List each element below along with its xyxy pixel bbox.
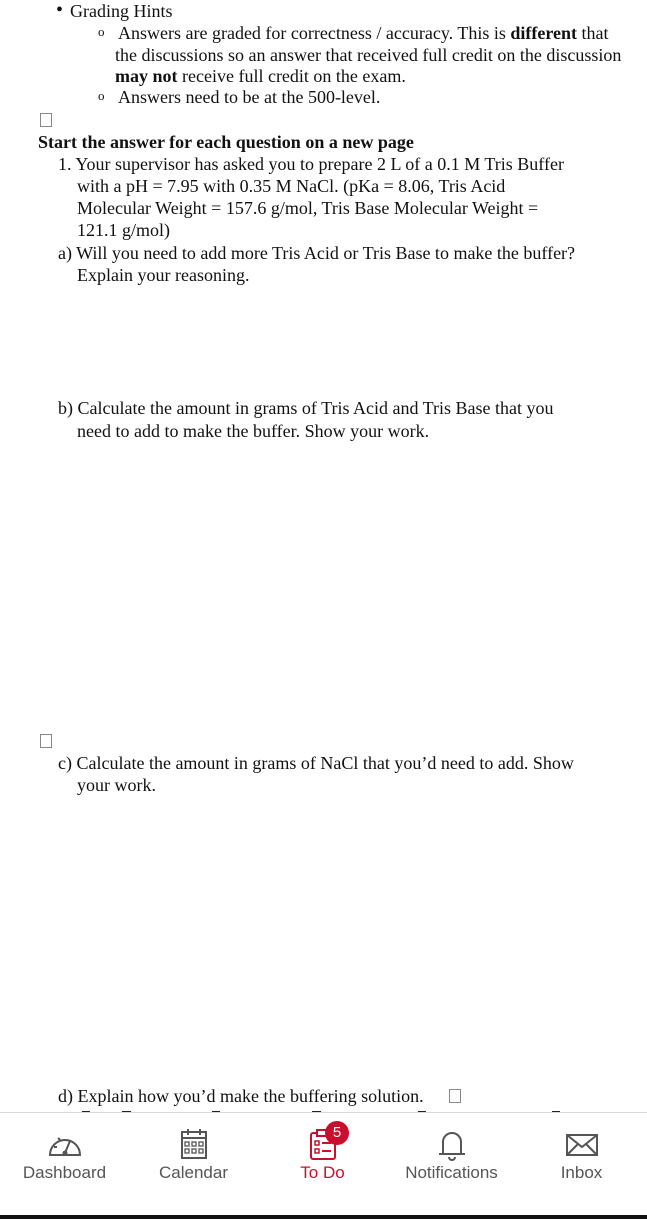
sub-bullet: o <box>98 24 105 39</box>
tab-todo-label: To Do <box>300 1163 345 1182</box>
question-1-line-1: 1. Your supervisor has asked you to prepare 2 L of a 0.1 M Tris Buffer <box>58 154 564 174</box>
part-b-line-1: b) Calculate the amount in grams of Tris Acid and Tris Base that you <box>58 398 554 418</box>
calendar-icon <box>175 1127 213 1161</box>
envelope-icon <box>563 1127 601 1161</box>
grading-hints-title: Grading Hints <box>70 1 173 21</box>
todo-count-badge: 5 <box>325 1121 349 1145</box>
part-a-line-2: Explain your reasoning. <box>77 265 250 285</box>
tab-calendar[interactable] <box>129 1113 258 1220</box>
part-c-line-1: c) Calculate the amount in grams of NaCl that you’d need to add. Show <box>58 753 574 773</box>
part-b-line-2: need to add to make the buffer. Show your work. <box>77 421 430 441</box>
instructions-heading: Start the answer for each question on a new page <box>38 132 414 152</box>
bottom-tab-bar <box>0 1112 647 1220</box>
dashboard-icon <box>46 1127 84 1161</box>
hint-1-line-2: the discussions so an answer that received full credit on the discussion <box>115 45 622 65</box>
tab-dashboard[interactable] <box>0 1113 129 1220</box>
sub-bullet: o <box>98 88 105 103</box>
bell-icon <box>433 1127 471 1161</box>
placeholder-box <box>449 1089 461 1103</box>
tab-dashboard-label: Dashboard <box>22 1163 107 1182</box>
home-indicator-bar <box>0 1215 647 1219</box>
tab-todo[interactable] <box>258 1113 387 1220</box>
hint-2: Answers need to be at the 500-level. <box>118 87 381 107</box>
question-1-line-3: Molecular Weight = 157.6 g/mol, Tris Base Molecular Weight = <box>77 198 539 218</box>
placeholder-box <box>40 113 52 127</box>
question-1-line-4: 121.1 g/mol) <box>77 220 170 240</box>
part-d-line-1: d) Explain how you’d make the buffering solution. <box>58 1086 424 1106</box>
tab-inbox-label: Inbox <box>560 1163 603 1182</box>
question-1-line-2: with a pH = 7.95 with 0.35 M NaCl. (pKa = 8.06, Tris Acid <box>77 176 506 196</box>
part-c-line-2: your work. <box>77 775 156 795</box>
bullet: • <box>56 0 64 21</box>
tab-calendar-label: Calendar <box>159 1163 228 1182</box>
tab-inbox[interactable] <box>516 1113 647 1220</box>
hint-1-line-1: Answers are graded for correctness / accuracy. This is different that <box>118 23 609 43</box>
part-a-line-1: a) Will you need to add more Tris Acid or Tris Base to make the buffer? <box>58 243 576 263</box>
tab-notifications[interactable] <box>387 1113 516 1220</box>
placeholder-box <box>40 734 52 748</box>
tab-notifications-label: Notifications <box>405 1163 498 1182</box>
hint-1-line-3: may not receive full credit on the exam. <box>115 66 406 86</box>
